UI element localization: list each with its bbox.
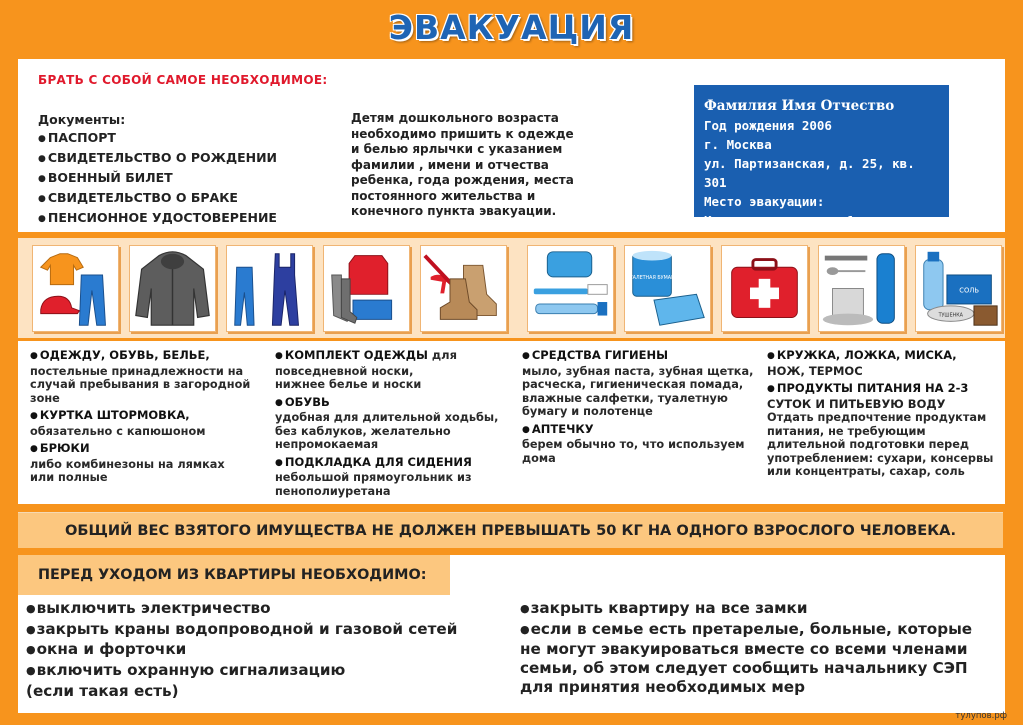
item-body: или концентраты, сахар, соль: [767, 465, 965, 478]
salt-text: СОЛЬ: [959, 286, 979, 295]
page-title: ЭВАКУАЦИЯ: [388, 8, 635, 47]
documents-label: Документы:: [38, 112, 126, 127]
item-body: пенополиуретана: [275, 484, 391, 498]
name-tag-name: Фамилия Имя Отчество: [704, 98, 895, 114]
overalls-icon: [226, 245, 313, 332]
note-line: ребенка, года рождения, места: [351, 173, 574, 187]
document-item: ● ПАСПОРТ: [38, 129, 277, 149]
item-body: небольшой прямоугольник из: [275, 471, 472, 484]
item-heading: ● БРЮКИ: [30, 442, 270, 458]
item-body: либо комбинезоны на лямках: [30, 457, 225, 471]
site-credit: тулупов.рф: [955, 711, 1007, 721]
name-tag-line: Место эвакуации:: [704, 194, 825, 209]
document-item: ● СВИДЕТЕЛЬСТВО О БРАКЕ: [38, 189, 277, 209]
leaving-item-cont: не могут эвакуироваться вместе со всеми членами: [520, 640, 968, 659]
socks-undershirt-icon: [323, 245, 410, 332]
item-body: обязательно с капюшоном: [30, 424, 206, 438]
name-tag-line: Красная площадь д. 1в: [704, 213, 863, 228]
item-heading: ● ОДЕЖДУ, ОБУВЬ, БЕЛЬЕ,: [30, 349, 270, 365]
first-aid-kit-icon: [721, 245, 808, 332]
items-description-panel: [18, 341, 1005, 504]
children-label-note: [351, 111, 611, 220]
item-heading: ● ПРОДУКТЫ ПИТАНИЯ НА 2-3: [767, 382, 1003, 398]
items-icons-strip: [18, 238, 1005, 338]
item-heading: ● СРЕДСТВА ГИГИЕНЫ: [522, 349, 762, 365]
note-line: конечного пункта эвакуации.: [351, 204, 557, 218]
item-heading: ● АПТЕЧКУ: [522, 423, 762, 439]
item-body: или полные: [30, 471, 108, 484]
item-heading-cont: НОЖ, ТЕРМОС: [767, 363, 863, 378]
weight-limit-notice: ОБЩИЙ ВЕС ВЗЯТОГО ИМУЩЕСТВА НЕ ДОЛЖЕН ПРЕВЫШАТЬ 50 КГ НА ОДНОГО ВЗРОСЛОГО ЧЕЛОВЕКА.: [18, 512, 1003, 548]
note-line: и белью ярлычки с указанием: [351, 142, 563, 156]
note-line: Детям дошкольного возраста: [351, 111, 559, 125]
mug-spoon-knife-icon: [818, 245, 905, 332]
toilet-paper-wipes-icon: [624, 245, 711, 332]
item-body: постельные принадлежности на: [30, 364, 244, 378]
item-body: непромокаемая: [275, 438, 379, 451]
item-body: употреблением: сухари, консервы: [767, 451, 994, 465]
item-body: питания, не требующим: [767, 424, 926, 438]
name-tag-line: г. Москва: [704, 137, 772, 152]
item-body: мыло, зубная паста, зубная щетка,: [522, 364, 754, 378]
soap-toothbrush-icon: [527, 245, 614, 332]
before-leaving-left-list: [26, 599, 496, 701]
clothes-column: [30, 349, 270, 485]
toilet-paper-text: ТУАЛЕТНАЯ БУМАГА: [626, 275, 678, 281]
jacket-icon: [129, 245, 216, 332]
clothes-cap-jeans-icon: [32, 245, 119, 332]
leaving-item-cont: семьи, об этом следует сообщить начальнику СЭП: [520, 659, 968, 678]
tushenka-text: ТУШЕНКА: [938, 313, 963, 319]
leaving-item: ● закрыть краны водопроводной и газовой сетей: [26, 620, 496, 641]
item-body: Отдать предпочтение продуктам: [767, 411, 987, 424]
take-essentials-panel: [18, 59, 1005, 232]
name-tag-line: Год рождения 2006: [704, 118, 832, 133]
food-column: [767, 349, 1003, 479]
item-body: влажные салфетки, туалетную: [522, 391, 728, 405]
documents-list: [38, 111, 277, 229]
leaving-item-cont: для принятия необходимых мер: [520, 677, 805, 696]
item-body: бумагу и полотенце: [522, 405, 653, 418]
item-body: нижнее белье и носки: [275, 378, 422, 391]
leaving-item: ● закрыть квартиру на все замки: [520, 599, 1000, 620]
document-item: ● ПЕНСИОННОЕ УДОСТОВЕРЕНИЕ: [38, 209, 277, 229]
item-body: без каблуков, желательно: [275, 424, 451, 438]
document-item: ● ВОЕННЫЙ БИЛЕТ: [38, 169, 277, 189]
leaving-item: ● окна и форточки: [26, 640, 496, 661]
name-tag-example: [694, 85, 949, 228]
item-body: удобная для длительной ходьбы,: [275, 411, 499, 424]
item-body: случай пребывания в загородной: [30, 378, 251, 391]
name-tag-line: ул. Партизанская, д. 25, кв. 301: [704, 156, 915, 190]
item-body: расческа, гигиеническая помада,: [522, 378, 744, 391]
before-leaving-right-list: [520, 599, 1000, 697]
item-body: повседневной носки,: [275, 364, 414, 378]
item-body: берем обычно то, что используем: [522, 438, 745, 451]
item-heading-suffix: для: [427, 348, 457, 362]
item-body: длительной подготовки перед: [767, 438, 970, 451]
water-food-icon: [915, 245, 1002, 332]
item-heading: [275, 349, 515, 365]
item-heading-cont: СУТОК И ПИТЬЕВУЮ ВОДУ: [767, 396, 946, 411]
note-line: постоянного жительства и: [351, 188, 536, 203]
item-heading: ● КРУЖКА, ЛОЖКА, МИСКА,: [767, 349, 1003, 365]
item-body: дома: [522, 451, 556, 465]
item-body: зоне: [30, 391, 60, 405]
boots-no-heels-icon: [420, 245, 507, 332]
leaving-item: ● выключить электричество: [26, 599, 496, 620]
leaving-item: ● включить охранную сигнализацию: [26, 661, 496, 682]
note-line: фамилии , имени и отчества: [351, 157, 549, 172]
document-item: ● СВИДЕТЕЛЬСТВО О РОЖДЕНИИ: [38, 149, 277, 169]
item-heading: ● ОБУВЬ: [275, 396, 515, 412]
item-heading-text: КОМПЛЕКТ ОДЕЖДЫ: [284, 348, 428, 362]
before-leaving-heading: ПЕРЕД УХОДОМ ИЗ КВАРТИРЫ НЕОБХОДИМО:: [18, 555, 450, 595]
note-line: необходимо пришить к одежде: [351, 126, 574, 141]
item-heading: ● ПОДКЛАДКА ДЛЯ СИДЕНИЯ: [275, 456, 515, 472]
leaving-item: ● если в семье есть претарелые, больные, которые: [520, 620, 1000, 641]
take-essentials-heading: БРАТЬ С СОБОЙ САМОЕ НЕОБХОДИМОЕ:: [38, 73, 328, 87]
item-heading: ● КУРТКА ШТОРМОВКА,: [30, 409, 270, 425]
hygiene-column: [522, 349, 762, 465]
leaving-item-note: (если такая есть): [26, 681, 179, 700]
clothing-set-column: [275, 349, 515, 498]
